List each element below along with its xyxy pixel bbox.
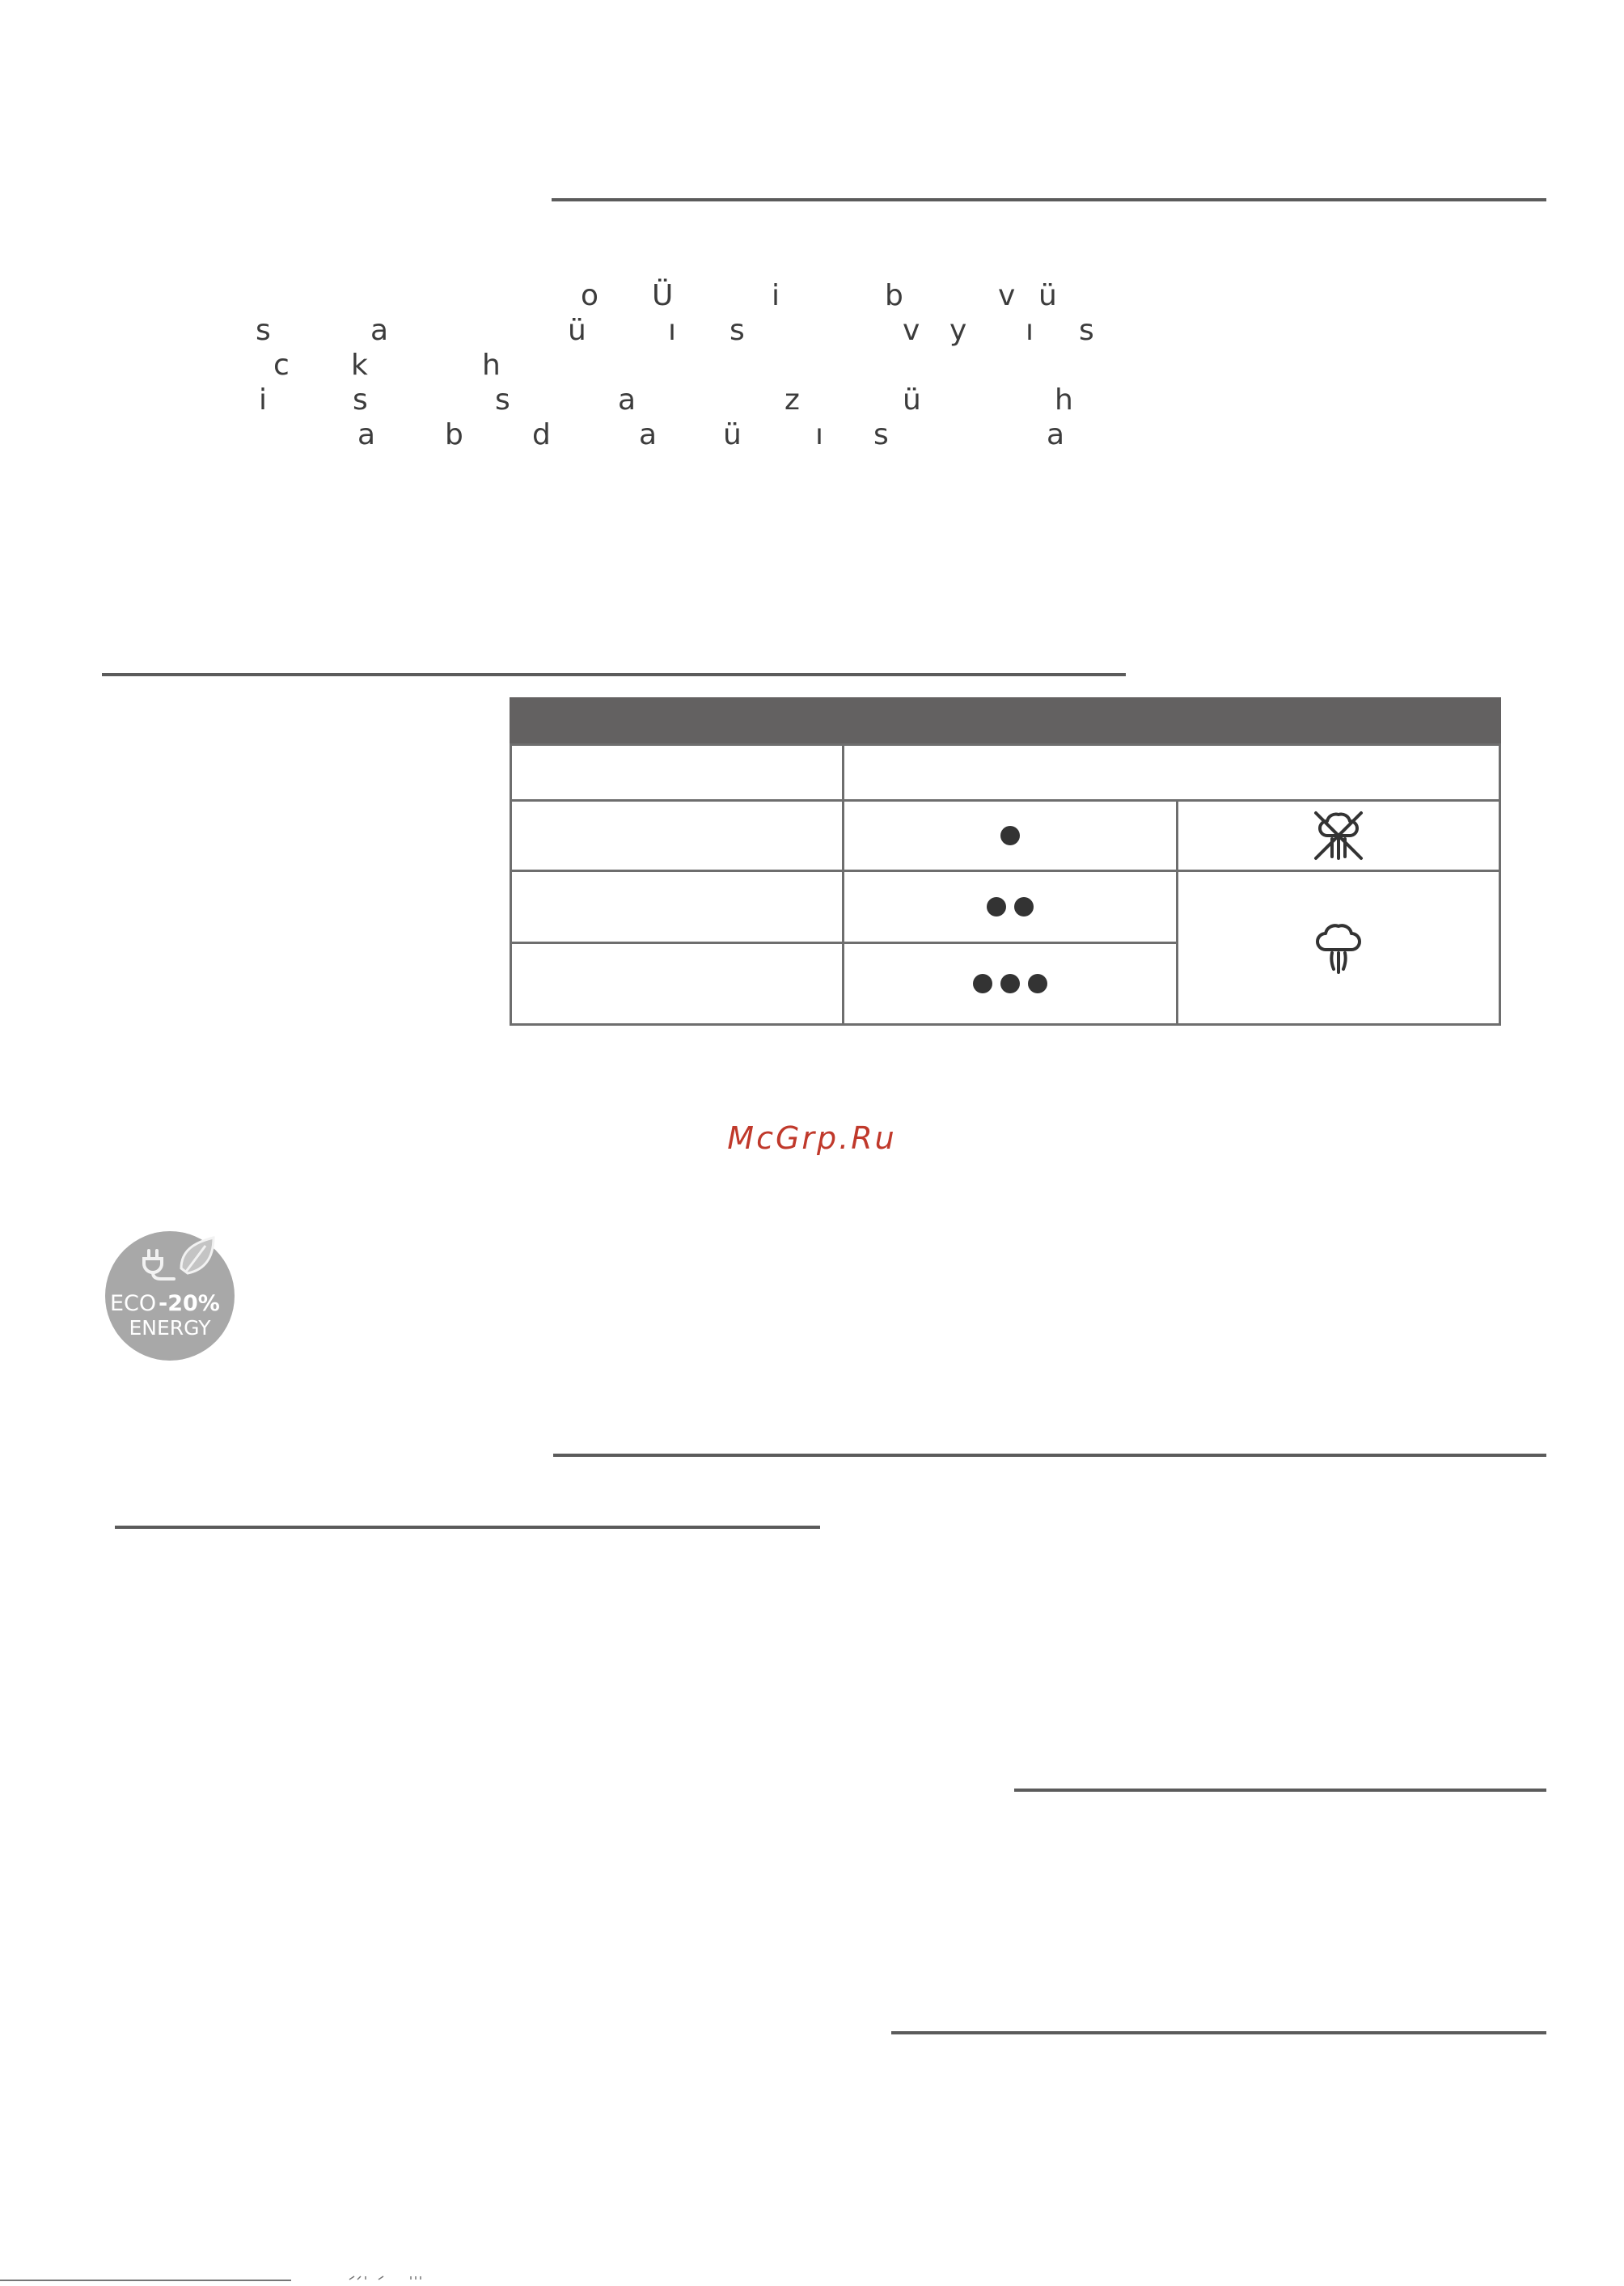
section-rule-1 (552, 198, 1546, 201)
section-rule-6 (891, 2031, 1546, 2034)
table-row-1-steam (1176, 799, 1501, 872)
intro-glyph: s (1079, 314, 1094, 347)
intro-glyph: z (785, 383, 800, 417)
table-header-bar (510, 697, 1501, 746)
intro-glyph: a (357, 418, 376, 451)
table-subheader-cell (510, 743, 844, 802)
level-dot (1014, 897, 1034, 917)
intro-glyph: y (949, 314, 967, 347)
intro-glyph: b (885, 279, 903, 312)
intro-line-4 (0, 383, 1132, 418)
section-rule-2 (102, 673, 1126, 676)
level-dot (1028, 974, 1047, 993)
level-dot (1000, 974, 1020, 993)
intro-glyph: ü (903, 383, 921, 417)
section-rule-4 (115, 1526, 820, 1529)
eco-energy-logo (104, 1226, 236, 1362)
intro-glyph: i (259, 383, 268, 417)
table-row-3-level (842, 942, 1178, 1026)
section-rule-3 (553, 1454, 1546, 1457)
intro-glyph: ü (723, 418, 742, 451)
intro-glyph: s (730, 314, 745, 347)
table-row-3-label (510, 942, 844, 1026)
intro-glyph: s (353, 383, 368, 417)
intro-line-3 (0, 348, 1132, 383)
intro-glyph: Ü (652, 279, 674, 312)
intro-line-5 (0, 417, 1132, 453)
eco-energy-label: ENERGY (129, 1316, 211, 1340)
intro-line-2 (0, 313, 1132, 349)
intro-glyph: ı (815, 418, 824, 451)
table-row-2-3-steam (1176, 870, 1501, 1026)
eco-percent: -20% (159, 1291, 220, 1316)
intro-glyph: a (618, 383, 636, 417)
bottom-edge-marks (346, 2275, 435, 2280)
intro-glyph: ı (668, 314, 677, 347)
level-dot (1000, 826, 1020, 845)
intro-glyph: k (351, 349, 368, 382)
table-row-2-level (842, 870, 1178, 944)
table-row-1-level (842, 799, 1178, 872)
eco-label: ECO (110, 1291, 157, 1316)
watermark-text: McGrp.Ru (727, 1120, 897, 1156)
intro-glyph: i (772, 279, 780, 312)
bottom-edge-rule (0, 2280, 291, 2281)
table-row-2-label (510, 870, 844, 944)
steam-level-table (510, 697, 1501, 1026)
intro-glyph: a (1047, 418, 1065, 451)
level-dot (987, 897, 1006, 917)
level-dot (973, 974, 992, 993)
intro-glyph: a (639, 418, 658, 451)
intro-glyph: ü (1038, 279, 1057, 312)
intro-glyph: ü (568, 314, 586, 347)
intro-glyph: ı (1026, 314, 1034, 347)
intro-glyph: v (903, 314, 920, 347)
section-rule-5 (1014, 1789, 1546, 1792)
intro-glyph: c (273, 349, 290, 382)
table-subheader-cell (842, 743, 1501, 802)
intro-glyph: h (482, 349, 501, 382)
no-steam-icon (1308, 805, 1369, 866)
intro-glyph: v (998, 279, 1016, 312)
steam-icon (1309, 917, 1368, 979)
intro-glyph: d (532, 418, 551, 451)
intro-glyph: o (581, 279, 599, 312)
intro-glyph: s (256, 314, 271, 347)
intro-glyph: s (873, 418, 889, 451)
intro-glyph: h (1055, 383, 1073, 417)
table-row-1-label (510, 799, 844, 872)
intro-glyph: b (445, 418, 463, 451)
intro-line-1 (0, 278, 1132, 314)
intro-glyph: a (370, 314, 389, 347)
intro-glyph: s (495, 383, 510, 417)
